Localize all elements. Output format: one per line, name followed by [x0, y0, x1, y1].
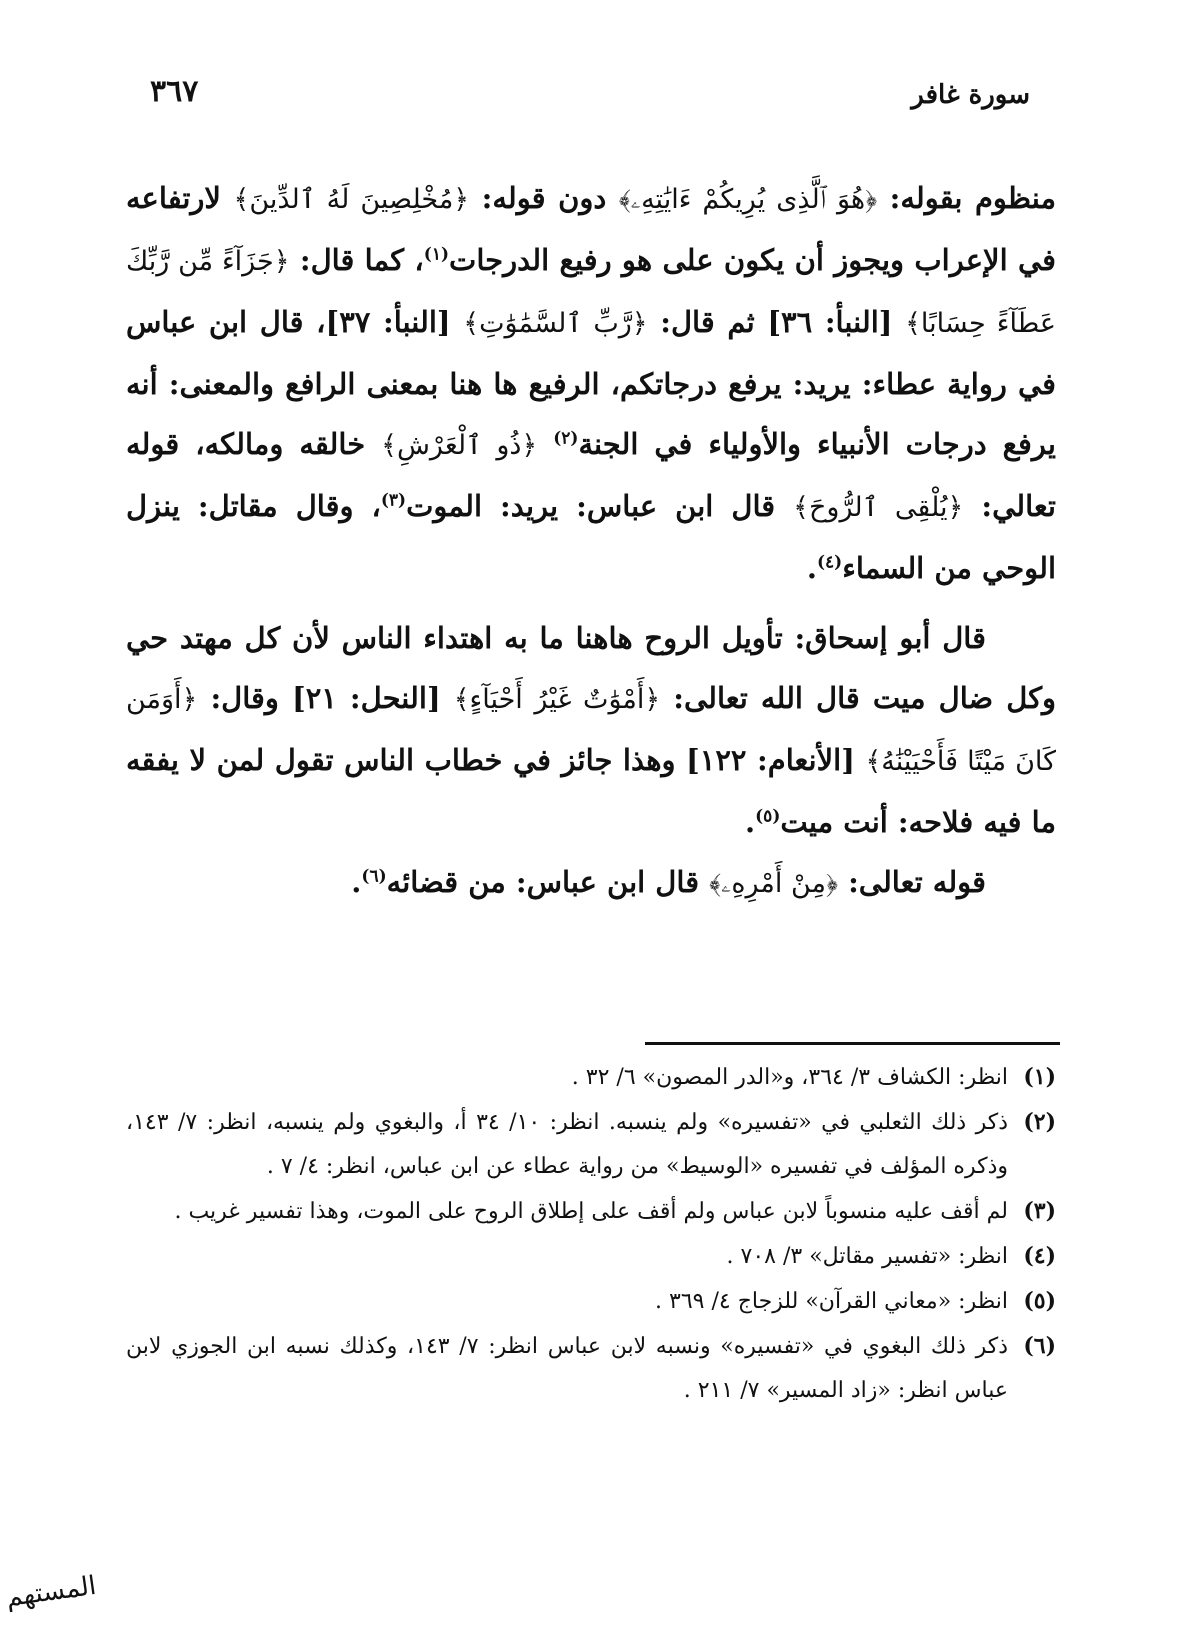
footnote-text: انظر: «معاني القرآن» للزجاج ٤/ ٣٦٩ .	[655, 1289, 1008, 1314]
paragraph-2	[126, 608, 1056, 852]
text-run: .	[806, 551, 817, 585]
footnotes	[126, 1055, 1056, 1413]
quran-quote: ﴿مُخْلِصِينَ لَهُ ٱلدِّينَ﴾	[233, 184, 470, 215]
text-run: قوله تعالى:	[837, 865, 986, 899]
footnote-4	[126, 1234, 1056, 1279]
text-run: ، وقال مقاتل: ينزل الوحي من السماء	[126, 489, 1056, 585]
page-number: ٣٦٧	[150, 74, 199, 109]
paragraph-1	[126, 168, 1056, 598]
quran-quote: ﴿جَزَآءً مِّن رَّبِّكَ عَطَآءً حِسَابًا﴾	[126, 246, 1056, 339]
text-run: .	[351, 865, 362, 899]
footnote-3	[126, 1189, 1056, 1234]
footnote-2	[126, 1100, 1056, 1189]
page-header	[150, 74, 1030, 134]
footnote-text: انظر: «تفسير مقاتل» ٣/ ٧٠٨ .	[726, 1244, 1008, 1269]
footnote-ref: (٥)	[755, 806, 781, 827]
quran-quote: ﴿يُلْقِى ٱلرُّوحَ﴾	[793, 492, 964, 523]
footnote-ref: (٢)	[553, 428, 579, 449]
text-run: خالقه ومالكه، قوله تعالي:	[126, 427, 1056, 523]
footnote-number: (٣)	[1023, 1198, 1056, 1224]
text-run: .	[745, 805, 756, 839]
text-run: دون قوله:	[469, 181, 619, 215]
footnote-divider	[645, 1042, 1060, 1045]
footnote-text: لم أقف عليه منسوباً لابن عباس ولم أقف على إطلاق الروح على الموت، وهذا تفسير غريب .	[174, 1199, 1008, 1224]
footnote-ref: (٣)	[380, 490, 407, 511]
quran-quote: ﴿هُوَ ٱلَّذِى يُرِيكُمْ ءَايَٰتِهِۦ﴾	[618, 184, 878, 215]
text-run	[537, 427, 553, 461]
footnote-text: ذكر ذلك الثعلبي في «تفسيره» ولم ينسبه. انظر: ١٠/ ٣٤ أ، والبغوي ولم ينسبه، انظر: ٧/ ١٤٣، وذكره المؤلف في تفسيره «الوسيط» من رواية عطاء عن ابن عباس، انظر: ٤/ ٧ .	[126, 1110, 1009, 1179]
quran-quote: ﴿مِنْ أَمْرِهِۦ﴾	[709, 868, 838, 899]
text-run: [النبأ: ٣٧]، قال ابن عباس في رواية عطاء: يريد: يرفع درجاتكم، الرفيع ها هنا بمعنى الرافع والمعنى: أنه يرفع درجات الأنبياء والأولياء في الجنة	[126, 305, 1056, 461]
footnote-number: (١)	[1023, 1064, 1056, 1090]
calligraphy-stamp-logo: المستهم	[4, 1570, 98, 1614]
footnote-6	[126, 1324, 1056, 1413]
paragraph-3	[126, 852, 1056, 914]
footnote-text: انظر: الكشاف ٣/ ٣٦٤، و«الدر المصون» ٦/ ٣٢ .	[571, 1065, 1008, 1090]
footnote-number: (٥)	[1023, 1288, 1056, 1314]
footnote-number: (٤)	[1023, 1243, 1056, 1269]
quran-quote: ﴿أَمْوَٰتٌ غَيْرُ أَحْيَآءٍ﴾	[453, 684, 661, 715]
surah-title: سورة غافر	[911, 80, 1030, 110]
quran-quote: ﴿رَّبِّ ٱلسَّمَٰوَٰتِ﴾	[463, 308, 648, 339]
text-run: ، كما قال:	[289, 243, 424, 277]
footnote-1	[126, 1055, 1056, 1100]
footnote-ref: (٦)	[361, 866, 387, 887]
text-run: قال ابن عباس: يريد: الموت	[406, 489, 794, 523]
footnote-ref: (١)	[423, 244, 450, 265]
footnote-number: (٢)	[1023, 1109, 1057, 1135]
footnote-text: ذكر ذلك البغوي في «تفسيره» ونسبه لابن عباس انظر: ٧/ ١٤٣، وكذلك نسبه ابن الجوزي لابن عباس انظر: «زاد المسير» ٧/ ٢١١ .	[126, 1334, 1009, 1403]
footnote-5	[126, 1279, 1056, 1324]
footnote-ref: (٤)	[816, 552, 843, 573]
text-run: قال أبو إسحاق: تأويل الروح هاهنا ما به اهتداء الناس لأن كل مهتد حي وكل ضال ميت قال الله تعالى:	[126, 621, 1056, 715]
quran-quote: ﴿أَوَمَن كَانَ مَيْتًا فَأَحْيَيْنَٰهُ﴾	[126, 684, 1057, 777]
footnote-number: (٦)	[1023, 1333, 1057, 1359]
text-run: [النحل: ٢١] وقال:	[197, 681, 454, 715]
text-run: منظوم بقوله:	[877, 181, 1056, 215]
text-run: [النبأ: ٣٦] ثم قال:	[647, 305, 906, 339]
main-text	[126, 168, 1056, 914]
text-run: لارتفاعه في الإعراب ويجوز أن يكون على هو رفيع الدرجات	[126, 181, 1056, 277]
text-run: [الأنعام: ١٢٢] وهذا جائز في خطاب الناس تقول لمن لا يفقه ما فيه فلاحه: أنت ميت	[126, 743, 1056, 839]
text-run: قال ابن عباس: من قضائه	[386, 865, 710, 899]
quran-quote: ﴿ذُو ٱلْعَرْشِ﴾	[381, 430, 538, 461]
